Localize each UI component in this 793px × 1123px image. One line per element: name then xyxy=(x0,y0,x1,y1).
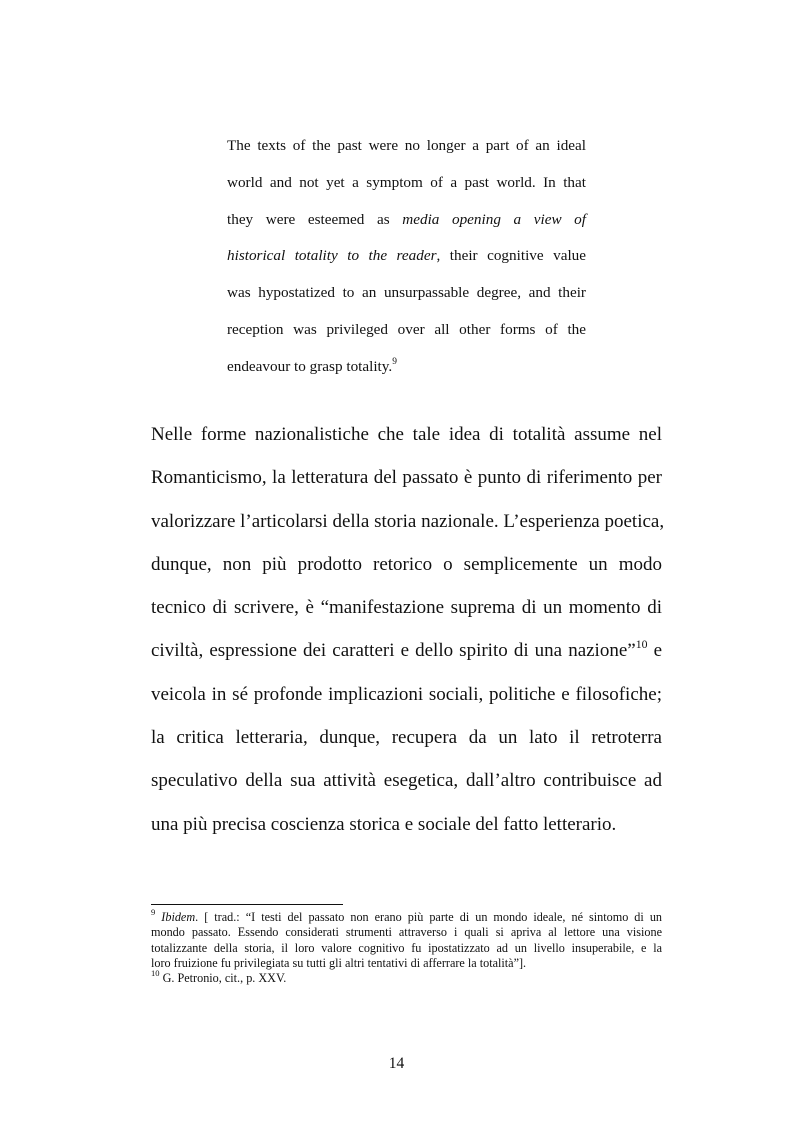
body-text: e xyxy=(647,640,663,662)
footnote-line: loro fruizione fu privilegiata su tutti gli altri tentativi di afferrare la totalità”]. xyxy=(151,955,527,970)
quote-italic-text: historical totality to the reader xyxy=(227,247,437,265)
body-line: Romanticismo, la letteratura del passato è punto di riferimento per xyxy=(151,467,662,489)
quote-text: they were esteemed as xyxy=(227,210,403,228)
quote-line xyxy=(227,202,586,239)
quote-line xyxy=(227,238,586,275)
footnote-text: . [ trad.: “I testi del passato non erano più parte di un mondo ideale, né sintomo di un xyxy=(195,910,663,924)
quote-line: was hypostatized to an unsurpassable degree, and their xyxy=(227,284,586,302)
quote-italic-text: media opening a view of xyxy=(402,210,586,228)
footnote-separator xyxy=(151,904,343,905)
footnote-text: G. Petronio, cit., p. XXV. xyxy=(159,971,287,986)
quote-text: , their cognitive value xyxy=(436,247,586,265)
footnote-line xyxy=(151,907,663,925)
body-line: speculativo della sua attività esegetica, dall’altro contribuisce ad xyxy=(151,770,662,792)
footnote-line: mondo passato. Essendo considerati strumenti attraverso i quali si apriva al lettore una visione xyxy=(151,925,662,940)
body-paragraph xyxy=(151,413,665,846)
body-line: una più precisa coscienza storica e sociale del fatto letterario. xyxy=(151,813,617,835)
body-line: Nelle forme nazionalistiche che tale idea di totalità assume nel xyxy=(151,424,662,445)
footnote-9 xyxy=(151,907,663,971)
footnote-line xyxy=(151,968,662,986)
quote-line: reception was privileged over all other forms of the xyxy=(227,320,586,338)
body-line: dunque, non più prodotto retorico o semplicemente un modo xyxy=(151,553,662,575)
body-line: tecnico di scrivere, è “manifestazione suprema di un momento di xyxy=(151,597,662,619)
footnote-10 xyxy=(151,968,662,986)
footnote-line: totalizzante della storia, il loro valore cognitivo fu ipostatizzato ad un livello insuperabile, e la xyxy=(151,940,662,955)
page-number: 14 xyxy=(388,1055,405,1072)
quote-line: world and not yet a symptom of a past world. In that xyxy=(227,173,586,191)
quote-line xyxy=(227,349,586,386)
body-line xyxy=(151,629,662,672)
footnote-italic: Ibidem xyxy=(161,910,196,924)
block-quotation xyxy=(227,128,586,386)
footnote-reference: 9 xyxy=(392,356,397,367)
footnote-number: 9 xyxy=(151,907,156,918)
body-line: valorizzare l’articolarsi della storia nazionale. L’esperienza poetica, xyxy=(151,510,665,532)
body-line: la critica letteraria, dunque, recupera da un lato il retroterra xyxy=(151,727,662,749)
body-text: civiltà, espressione dei caratteri e dello spirito di una nazione” xyxy=(151,640,636,662)
footnote-number: 10 xyxy=(151,968,160,979)
quote-text: endeavour to grasp totality. xyxy=(227,357,393,375)
body-line: veicola in sé profonde implicazioni sociali, politiche e filosofiche; xyxy=(151,683,662,705)
quote-line: The texts of the past were no longer a part of an ideal xyxy=(227,137,586,154)
footnote-reference: 10 xyxy=(635,637,648,651)
footnotes xyxy=(151,907,663,986)
